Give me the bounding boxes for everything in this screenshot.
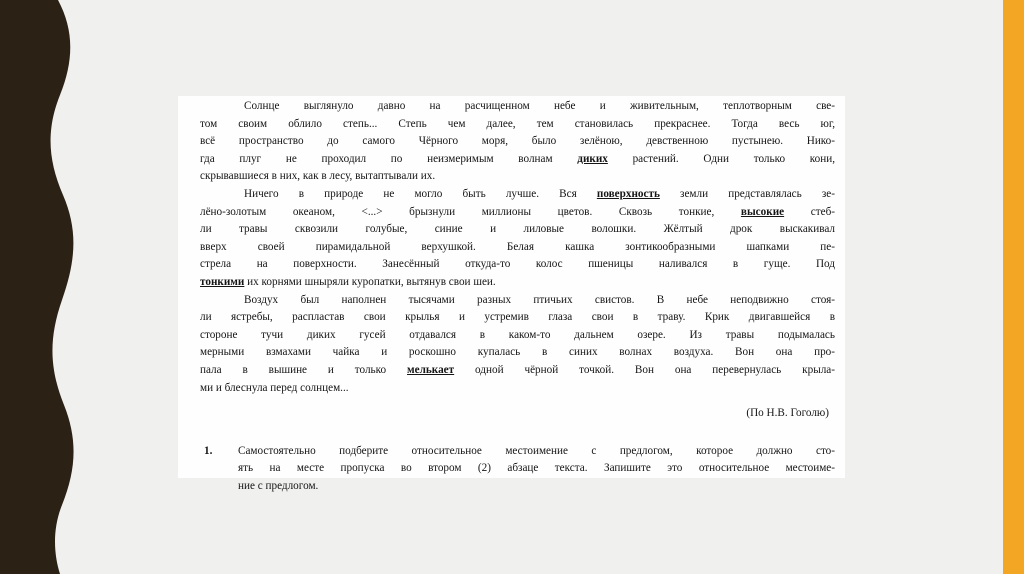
text-line: скрывавшиеся в них, как в лесу, вытаптывали их.	[200, 170, 436, 183]
underlined-word: поверхность	[596, 187, 660, 200]
text-line: мерными взмахами чайка и роскошно купалась в синих волнах воздуха. Вон она про-	[200, 346, 835, 359]
text-segment: гда плуг не проходил по неизмеримым волнам	[200, 152, 578, 165]
text-line: вверх своей пирамидальной верхушкой. Белая кашка зонтикообразными шапками пе-	[200, 240, 835, 253]
text-line: всё пространство до самого Чёрного моря, было зелёною, девственною пустынею. Нико-	[200, 135, 835, 148]
text-line: ли травы сквозили голубые, синие и лиловые волошки. Жёлтый дрок выскакивал	[200, 223, 835, 236]
scanned-text-page	[178, 96, 845, 492]
text-line	[200, 204, 835, 222]
underlined-word: диких	[577, 152, 608, 165]
underlined-word: мелькает	[407, 363, 455, 376]
text-line: стрела на поверхности. Занесённый откуда-то колос пшеницы наливался в гуще. Под	[200, 258, 835, 271]
text-segment: одной чёрной точкой. Вон она перевернулась крыла-	[454, 363, 835, 376]
wavy-dark-strip	[0, 0, 80, 574]
text-line: ли ястребы, распластав свои крылья и устремив глаза свои в траву. Крик двигавшейся в	[200, 311, 835, 324]
text-line: Воздух был наполнен тысячами разных птичьих свистов. В небе неподвижно стоя-	[244, 293, 835, 306]
task-text	[238, 443, 835, 496]
text-line	[200, 362, 835, 380]
text-line: стороне тучи диких гусей отдавался в каком-то дальнем озере. Из травы подымалась	[200, 328, 835, 341]
paragraph-3	[200, 292, 835, 398]
task-1	[200, 443, 835, 496]
text-line: ми и блеснула перед солнцем...	[200, 381, 349, 394]
text-line	[200, 151, 835, 169]
text-line	[200, 186, 835, 204]
source-attribution: (По Н.В. Гоголю)	[746, 407, 829, 420]
text-segment: Ничего в природе не могло быть лучше. Вся	[244, 187, 597, 200]
text-line	[200, 274, 835, 292]
text-segment: растений. Одни только кони,	[607, 152, 835, 165]
text-segment: земли представлялась зе-	[659, 187, 835, 200]
accent-bar	[1003, 0, 1024, 574]
paragraph-1	[200, 98, 835, 186]
text-line: Солнце выглянуло давно на расчищенном небе и живительным, теплотворным све-	[244, 100, 835, 112]
task-line: ять на месте пропуска во втором (2) абзаце текста. Запишите это относительное местоиме-	[238, 462, 835, 475]
task-line: Самостоятельно подберите относительное местоимение с предлогом, которое должно сто-	[238, 444, 835, 457]
text-line: том своим облило степь... Степь чем далее, тем становилась прекраснее. Тогда весь юг,	[200, 117, 835, 130]
task-line: ние с предлогом.	[238, 479, 319, 492]
underlined-word: тонкими	[200, 275, 245, 288]
text-segment: пала в вышине и только	[200, 363, 408, 376]
text-segment: их корнями шныряли куропатки, вытянув свои шеи.	[244, 275, 496, 288]
task-number: 1.	[204, 444, 213, 457]
underlined-word: высокие	[740, 205, 785, 218]
paragraph-2	[200, 186, 835, 292]
text-segment: лёно-золотым океаном, <...> брызнули миллионы цветов. Сквозь тонкие,	[200, 205, 741, 218]
text-segment: стеб-	[784, 205, 835, 218]
